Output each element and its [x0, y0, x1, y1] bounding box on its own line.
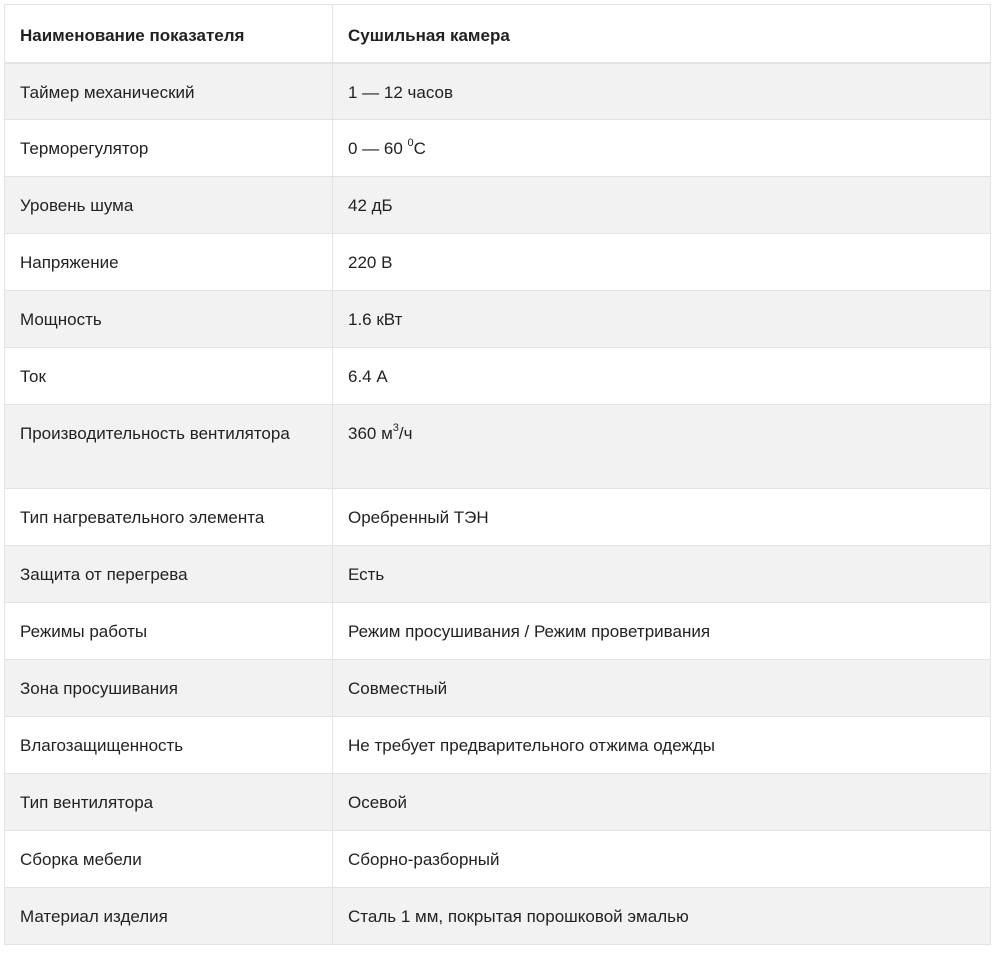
row-value: 1.6 кВт [333, 291, 991, 348]
row-value-text: 360 м [348, 424, 393, 443]
row-name: Таймер механический [5, 63, 333, 120]
row-value: Сборно-разборный [333, 831, 991, 888]
table-row [5, 774, 991, 831]
row-value: Есть [333, 546, 991, 603]
row-value: Совместный [333, 660, 991, 717]
row-name: Влагозащищенность [5, 717, 333, 774]
table-row [5, 405, 991, 489]
row-value: Не требует предварительного отжима одежды [333, 717, 991, 774]
row-name: Тип нагревательного элемента [5, 489, 333, 546]
header-drying-chamber: Сушильная камера [333, 5, 991, 63]
row-value: Оребренный ТЭН [333, 489, 991, 546]
row-value: 6.4 А [333, 348, 991, 405]
row-value-after: /ч [398, 424, 413, 443]
row-value [333, 405, 991, 489]
table-row [5, 177, 991, 234]
table-row [5, 546, 991, 603]
row-name: Ток [5, 348, 333, 405]
table-row [5, 831, 991, 888]
row-name: Материал изделия [5, 888, 333, 945]
table-row [5, 234, 991, 291]
row-value [333, 120, 991, 177]
table-row [5, 717, 991, 774]
row-value-sup: 0 [407, 137, 414, 150]
table-row [5, 888, 991, 945]
row-name: Сборка мебели [5, 831, 333, 888]
table-row [5, 291, 991, 348]
row-name: Производительность вентилятора [5, 405, 333, 489]
table-row [5, 603, 991, 660]
row-value-after: C [413, 139, 426, 158]
row-name: Уровень шума [5, 177, 333, 234]
row-value-text: 0 — 60 [348, 139, 408, 158]
row-name: Зона просушивания [5, 660, 333, 717]
table-row [5, 489, 991, 546]
row-name: Терморегулятор [5, 120, 333, 177]
row-value: 1 — 12 часов [333, 63, 991, 120]
row-name: Тип вентилятора [5, 774, 333, 831]
row-name: Напряжение [5, 234, 333, 291]
table-row [5, 348, 991, 405]
row-name: Мощность [5, 291, 333, 348]
specs-table-container [4, 4, 990, 945]
row-name: Режимы работы [5, 603, 333, 660]
table-row [5, 660, 991, 717]
row-name: Защита от перегрева [5, 546, 333, 603]
specs-table [4, 4, 991, 945]
row-value: 220 В [333, 234, 991, 291]
table-row [5, 63, 991, 120]
row-value: Осевой [333, 774, 991, 831]
header-parameter-name: Наименование показателя [5, 5, 333, 63]
row-value: 42 дБ [333, 177, 991, 234]
table-header-row [5, 5, 991, 63]
table-row [5, 120, 991, 177]
row-value: Режим просушивания / Режим проветривания [333, 603, 991, 660]
row-value-sup: 3 [392, 422, 399, 435]
row-value: Сталь 1 мм, покрытая порошковой эмалью [333, 888, 991, 945]
